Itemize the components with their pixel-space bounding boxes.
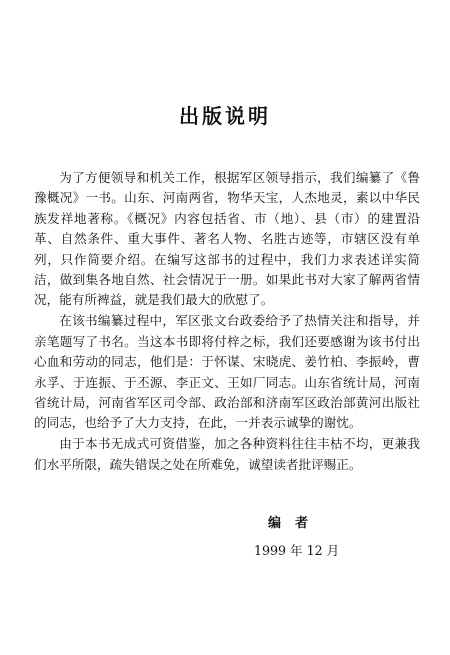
page-title: 出版说明 [179, 104, 271, 128]
paragraph-3: 由于本书无成式可资借鉴，加之各种资料往往丰枯不均，更兼我们水平所限，疏失错误之处在所难免，诚望读者批评赐正。 [34, 436, 420, 472]
document-body [34, 168, 420, 475]
paragraph-2: 在该书编纂过程中，军区张文台政委给予了热情关注和指导，并亲笔题写了书名。当这本书即将付梓之标，我们还要感谢为该书付出心血和劳动的同志，他们是：于怀谋、宋晓虎、姜竹柏、李振岭，曹永孚、于连振、于丕源、李正文、王如厂同志。山东省统计局，河南省统计局，河南省军区司令部、政治部和济南军区政治部黄河出版社的同志，也给予了大力支持，在此，一并表示诚挚的谢忱。 [34, 313, 420, 431]
signature-label: 编者 [268, 516, 323, 531]
paragraph-1: 为了方便领导和机关工作，根据军区领导指示，我们编纂了《鲁豫概况》一书。山东、河南两省，物华天宝，人杰地灵，素以中华民族发祥地著称。《概况》内容包括省、市（地）、县（市）的建置沿革、自然条件、重大事件、著名人物、名胜古迹等，市辖区没有单列，只作简要介绍。在编写这部书的过程中，我们力求表述详实简洁，做到集各地自然、社会情况于一册。如果此书对大家了解两省情况，能有所裨益，就是我们最大的欣慰了。 [34, 170, 420, 308]
signature-date: 1999 年 12 月 [254, 543, 340, 558]
